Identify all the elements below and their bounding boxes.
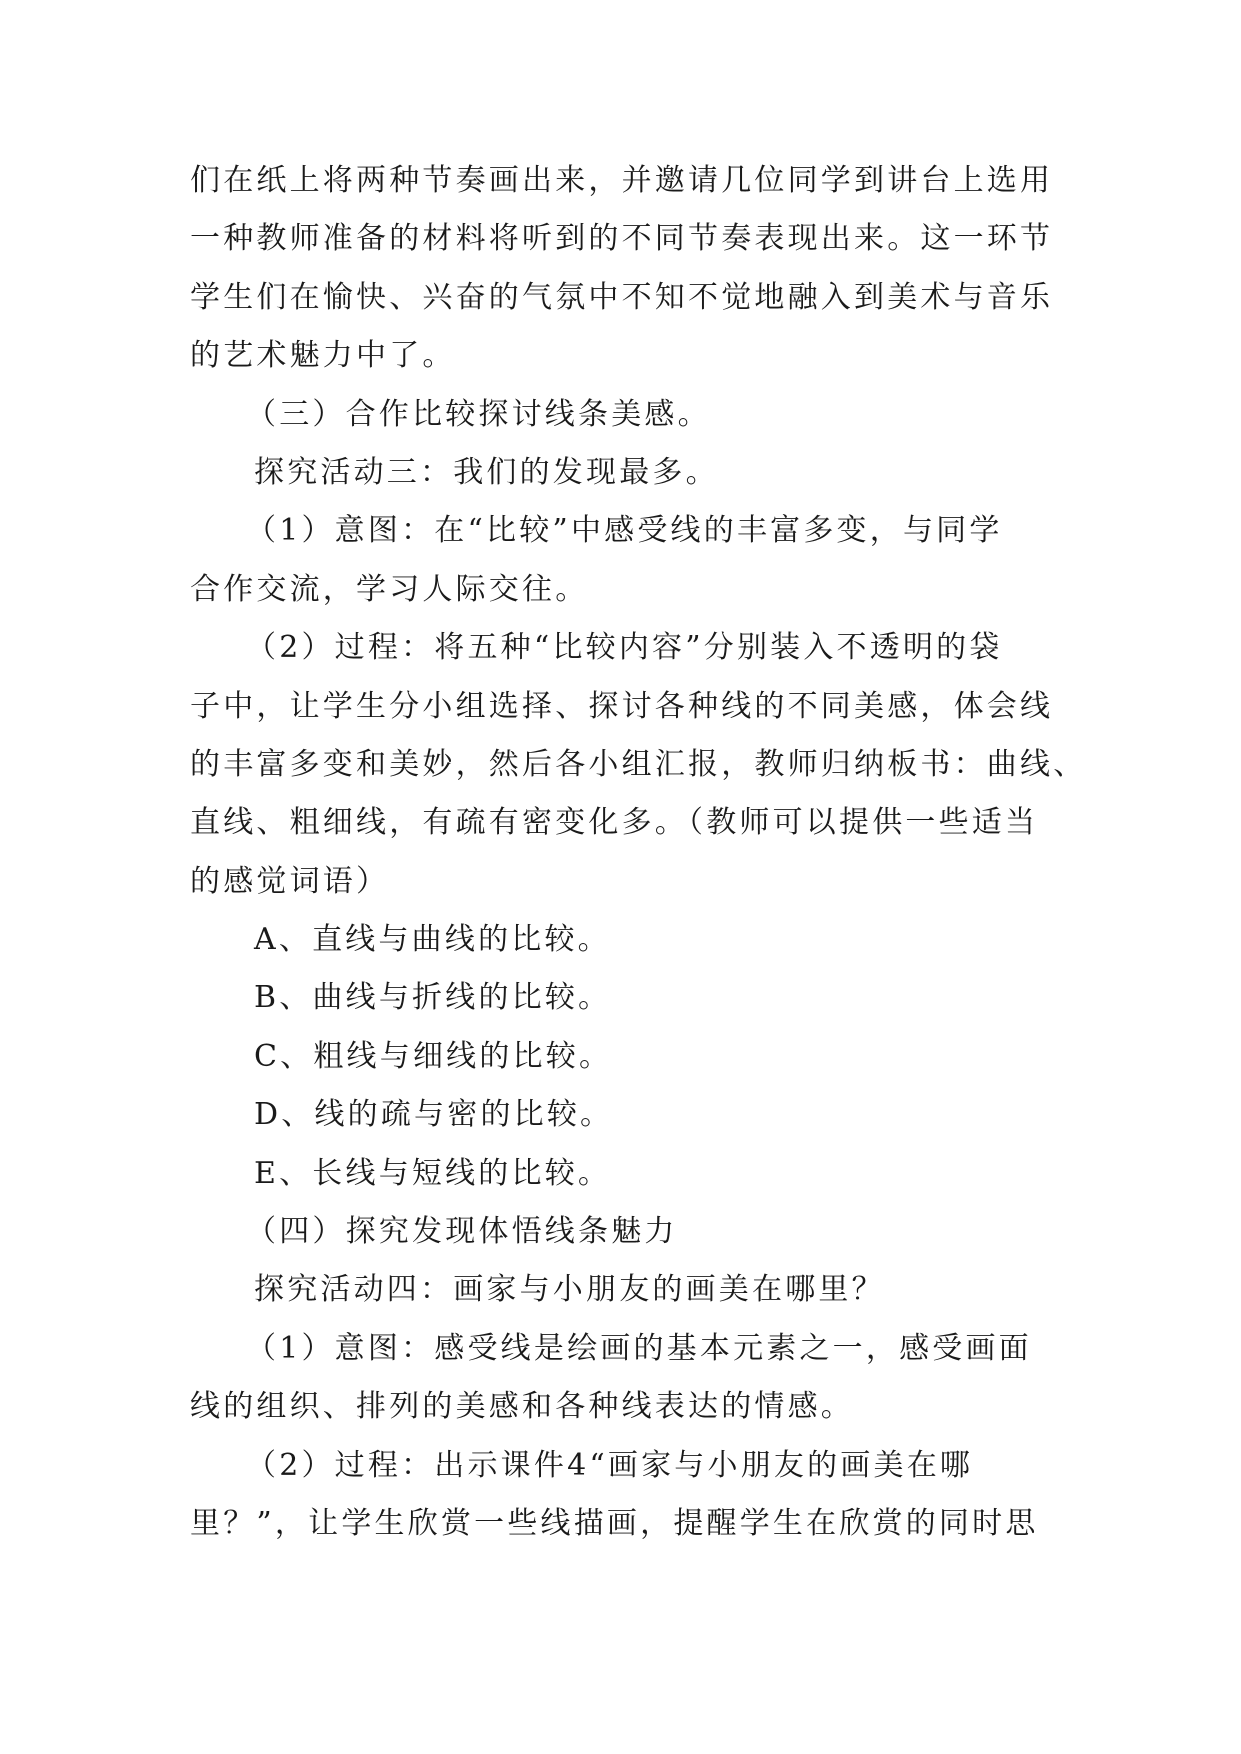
paragraph-line: 们在纸上将两种节奏画出来，并邀请几位同学到讲台上选用 — [190, 163, 1054, 198]
paragraph-line: 线的组织、排列的美感和各种线表达的情感。 — [190, 1389, 854, 1425]
activity-heading: 探究活动四：画家与小朋友的画美在哪里？ — [254, 1272, 885, 1308]
list-item: E、长线与短线的比较。 — [254, 1155, 612, 1191]
paragraph-line: 子中，让学生分小组选择、探讨各种线的不同美感，体会线 — [190, 688, 1054, 724]
paragraph-line: 学生们在愉快、兴奋的气氛中不知不觉地融入到美术与音乐 — [190, 279, 1054, 315]
paragraph-line: 的丰富多变和美妙，然后各小组汇报，教师归纳板书：曲线、 — [190, 746, 1087, 782]
paragraph-line: 的感觉词语） — [190, 863, 390, 899]
paragraph-line: （1）意图：感受线是绘画的基本元素之一，感受画面 — [246, 1330, 1032, 1366]
list-item: D、线的疏与密的比较。 — [254, 1097, 614, 1133]
section-heading: （四）探究发现体悟线条魅力 — [246, 1214, 678, 1250]
paragraph-line: （1）意图：在“比较”中感受线的丰富多变，与同学 — [246, 513, 1003, 549]
list-item: A、直线与曲线的比较。 — [254, 922, 611, 958]
paragraph-line: 里？”，让学生欣赏一些线描画，提醒学生在欣赏的同时思 — [190, 1505, 1039, 1541]
paragraph-line: 直线、粗细线，有疏有密变化多。（教师可以提供一些适当 — [190, 805, 1039, 841]
list-item: B、曲线与折线的比较。 — [254, 980, 612, 1016]
document-body — [190, 152, 1087, 1553]
paragraph-line: 一种教师准备的材料将听到的不同节奏表现出来。这一环节 — [190, 221, 1054, 257]
list-item: C、粗线与细线的比较。 — [254, 1038, 613, 1074]
activity-heading: 探究活动三：我们的发现最多。 — [254, 454, 719, 490]
paragraph-line: 合作交流，学习人际交往。 — [190, 571, 589, 607]
paragraph-line: 的艺术魅力中了。 — [190, 338, 456, 374]
paragraph-line: （2）过程：将五种“比较内容”分别装入不透明的袋 — [246, 630, 1003, 666]
section-heading: （三）合作比较探讨线条美感。 — [246, 396, 711, 432]
paragraph-line: （2）过程：出示课件4“画家与小朋友的画美在哪 — [246, 1447, 974, 1483]
